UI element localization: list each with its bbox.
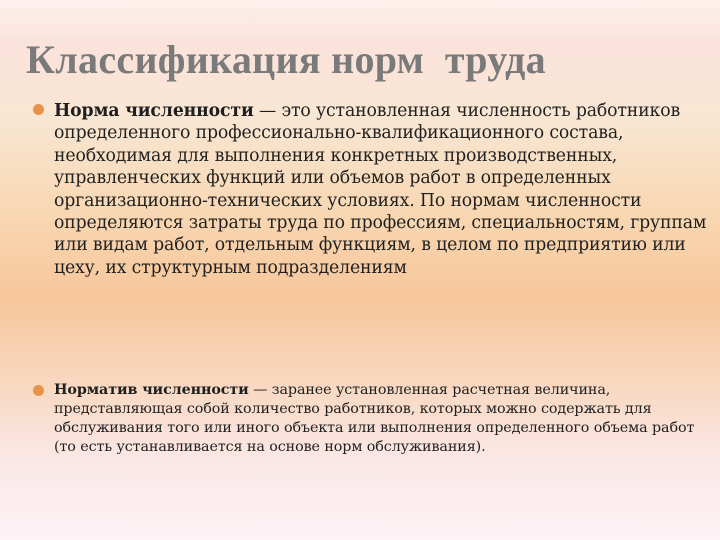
term-headcount-standard: Норматив численности [54,382,249,398]
bullet-icon [33,385,44,396]
bullet-icon [33,104,44,115]
slide-title: Классификация норм труда [26,37,546,82]
definition-norm-headcount: — это установленная численность работников определенного профессионально-квалификационного состава, необходимая для выполнения конкретных производственных, управленческих функций или объемов работ в определенных организационно-технических условиях. По нормам численности определяются затраты труда по профессиям, специальностям, группам или видам работ, отдельным функциям, в целом по предприятию или цеху, их структурным подразделениям [54,101,707,278]
list-item-headcount-standard [54,381,714,457]
term-norm-headcount: Норма численности [54,101,254,121]
definition-headcount-standard: — заранее установленная расчетная величина, представляющая собой количество работников, которых можно содержать для обслуживания того или иного объекта или выполнения определенного объема работ (то есть устанавливается на основе норм обслуживания). [54,382,695,455]
list-item-norm-headcount [54,100,714,279]
